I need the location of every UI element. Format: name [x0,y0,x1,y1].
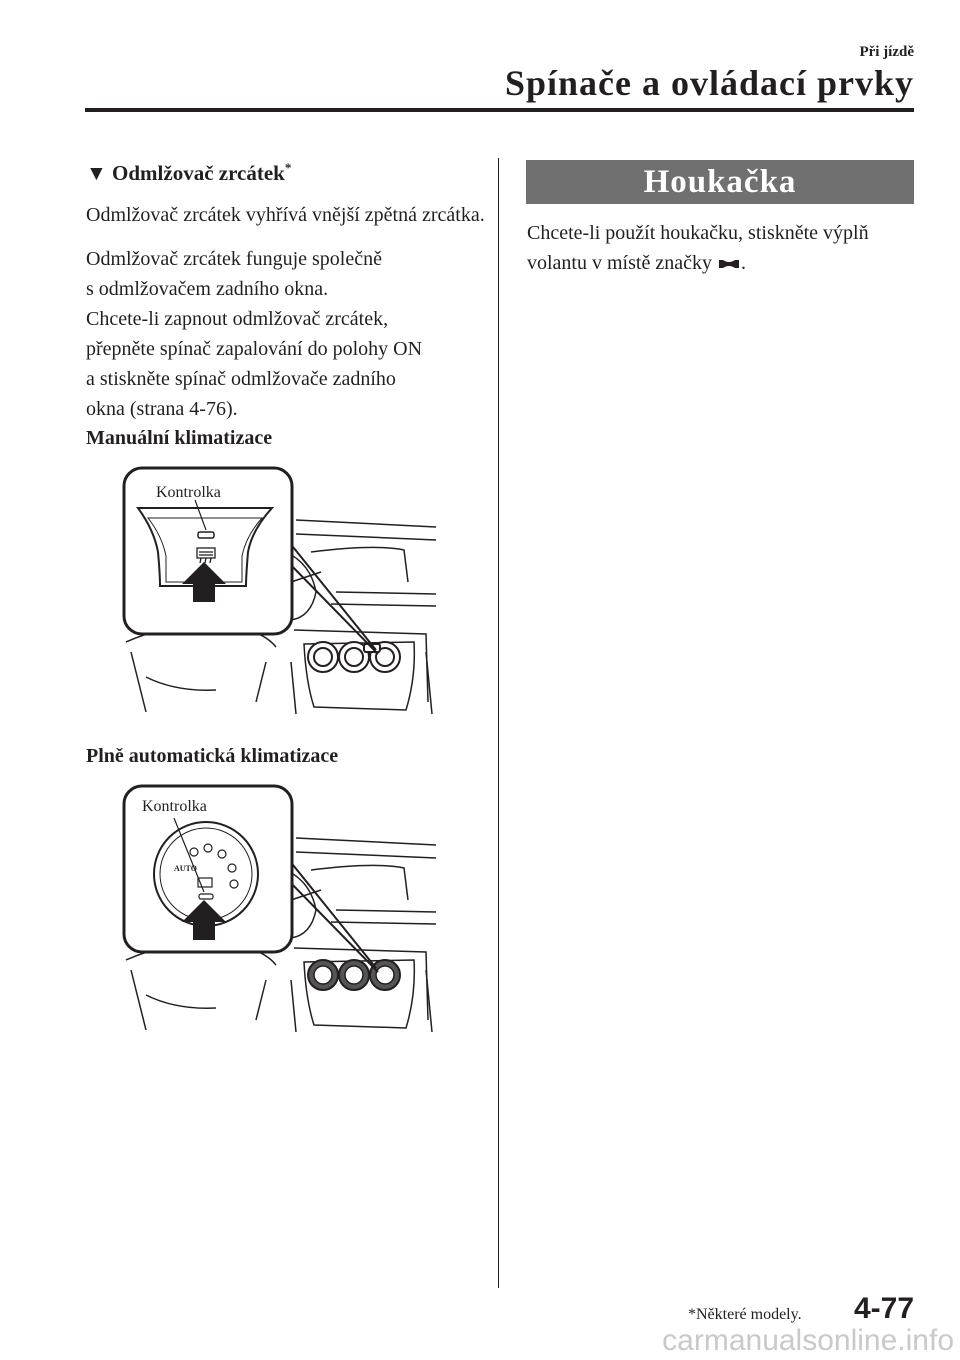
paragraph-intro: Odmlžovač zrcátek vyhřívá vnější zpětná zrcátka. [86,204,485,226]
auto-ac-label: Plně automatická klimatizace [86,745,339,767]
manual-ac-label: Manuální klimatizace [86,427,273,449]
usage-line: Chcete-li zapnout odmlžovač zrcátek, [86,308,389,330]
section-label: Při jízdě [859,44,914,60]
watermark: carmanualsonline.info [662,1324,954,1357]
section-band: Houkačka [526,160,914,204]
left-column [86,160,486,1060]
manual-ac-figure [86,452,486,742]
heading-asterisk: * [284,160,292,175]
right-column [527,160,917,292]
horn-text-end: . [740,252,746,274]
auto-callout-label: Kontrolka [142,798,207,815]
horn-text: Chcete-li použít houkačku, stiskněte výplň volantu v místě značky [527,222,869,274]
paragraph-usage [86,244,486,424]
usage-line: Odmlžovač zrcátek funguje společně [86,248,382,270]
auto-button-text: AUTO [174,864,197,873]
footnote: *Některé modely. [688,1306,802,1323]
heading-text: Odmlžovač zrcátek [112,161,285,185]
page-title: Spínače a ovládací prvky [504,63,914,103]
section-heading [86,160,486,186]
horn-icon [717,257,741,271]
header-rule [85,108,914,112]
manual-callout-label: Kontrolka [156,484,221,501]
usage-line: s odmlžovačem zadního okna. [86,278,329,300]
column-divider [498,158,499,1288]
usage-line: přepněte spínač zapalování do polohy ON [86,338,423,360]
usage-line: okna (strana 4-76). [86,398,238,420]
page-number: 4-77 [853,1292,914,1325]
auto-ac-figure [86,770,486,1060]
heading-marker: ▼ [86,161,107,185]
usage-line: a stiskněte spínač odmlžovače zadního [86,368,396,390]
horn-paragraph [527,218,917,278]
